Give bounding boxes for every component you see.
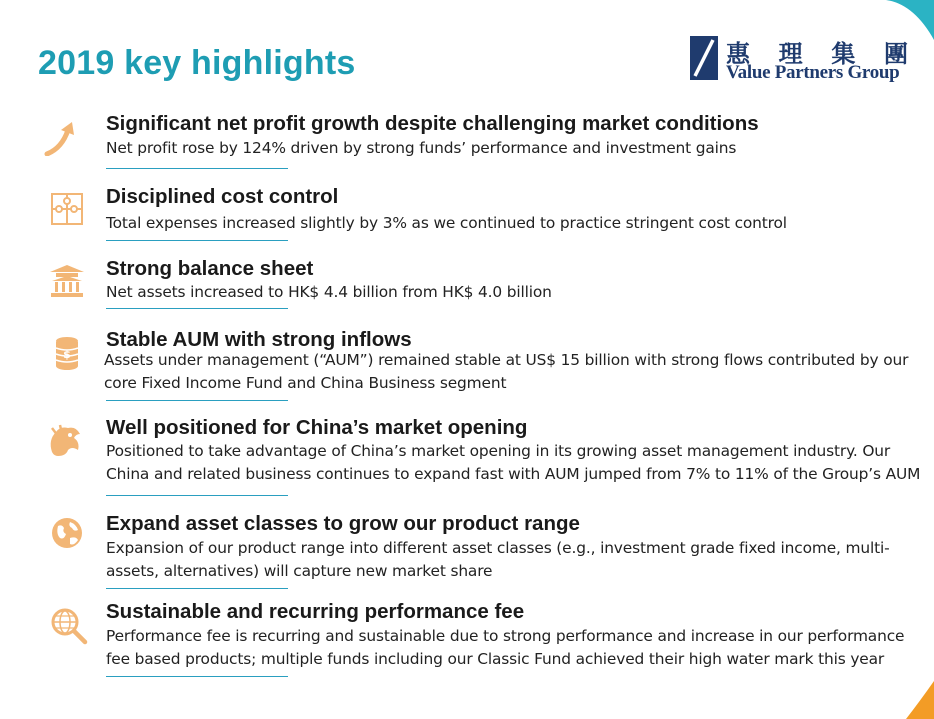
logo-char: 惠	[726, 39, 750, 68]
highlight-heading: Stable AUM with strong inflows	[106, 328, 412, 351]
logo-mark-icon	[690, 36, 718, 80]
coin-stack-icon	[48, 334, 86, 372]
highlight-heading: Disciplined cost control	[106, 185, 339, 208]
svg-text:$: $	[63, 348, 71, 361]
puzzle-icon	[48, 190, 86, 228]
logo-char: 團	[883, 39, 908, 68]
highlight-description: Performance fee is recurring and sustainable due to strong performance and increase in our performance fee based products; multiple funds including our Classic Fund achieved their high water mark this year	[106, 627, 905, 668]
highlight-description: Total expenses increased slightly by 3% as we continued to practice stringent cost control	[106, 214, 787, 232]
magnifier-globe-icon	[50, 607, 88, 645]
dragon-icon	[46, 422, 84, 460]
section-divider	[106, 495, 288, 496]
highlight-description: Positioned to take advantage of China’s market opening in its growing asset management industry. Our China and related business continues to expand fast with AUM jumped from 7% to 11% of the Group’s AUM	[106, 442, 921, 483]
highlight-heading: Strong balance sheet	[106, 257, 314, 280]
corner-decoration-bottom-right	[906, 681, 934, 719]
section-divider	[106, 168, 288, 169]
logo-char: 集	[831, 39, 856, 68]
globe-icon	[48, 514, 86, 552]
temple-icon	[48, 262, 86, 300]
section-divider	[106, 240, 288, 241]
rising-arrow-icon	[44, 118, 82, 156]
highlight-description: Assets under management (“AUM”) remained stable at US$ 15 billion with strong flows contributed by our core Fixed Income Fund and China Business segment	[104, 351, 909, 392]
section-divider	[106, 308, 288, 309]
highlight-heading: Well positioned for China’s market opening	[106, 416, 528, 439]
highlight-description: Net assets increased to HK$ 4.4 billion from HK$ 4.0 billion	[106, 283, 552, 301]
highlight-heading: Significant net profit growth despite challenging market conditions	[106, 112, 759, 135]
highlight-heading: Sustainable and recurring performance fee	[106, 600, 525, 623]
logo-english-name: Value Partners Group	[726, 62, 900, 83]
logo-char: 理	[778, 39, 803, 68]
highlight-description: Expansion of our product range into different asset classes (e.g., investment grade fixed income, multi-assets, alternatives) will capture new market share	[106, 539, 890, 580]
section-divider	[106, 400, 288, 401]
company-logo	[690, 36, 908, 84]
section-divider	[106, 676, 288, 677]
section-divider	[106, 588, 288, 589]
highlight-heading: Expand asset classes to grow our product range	[106, 512, 580, 535]
highlight-description: Net profit rose by 124% driven by strong funds’ performance and investment gains	[106, 139, 737, 157]
page-title: 2019 key highlights	[38, 44, 356, 82]
